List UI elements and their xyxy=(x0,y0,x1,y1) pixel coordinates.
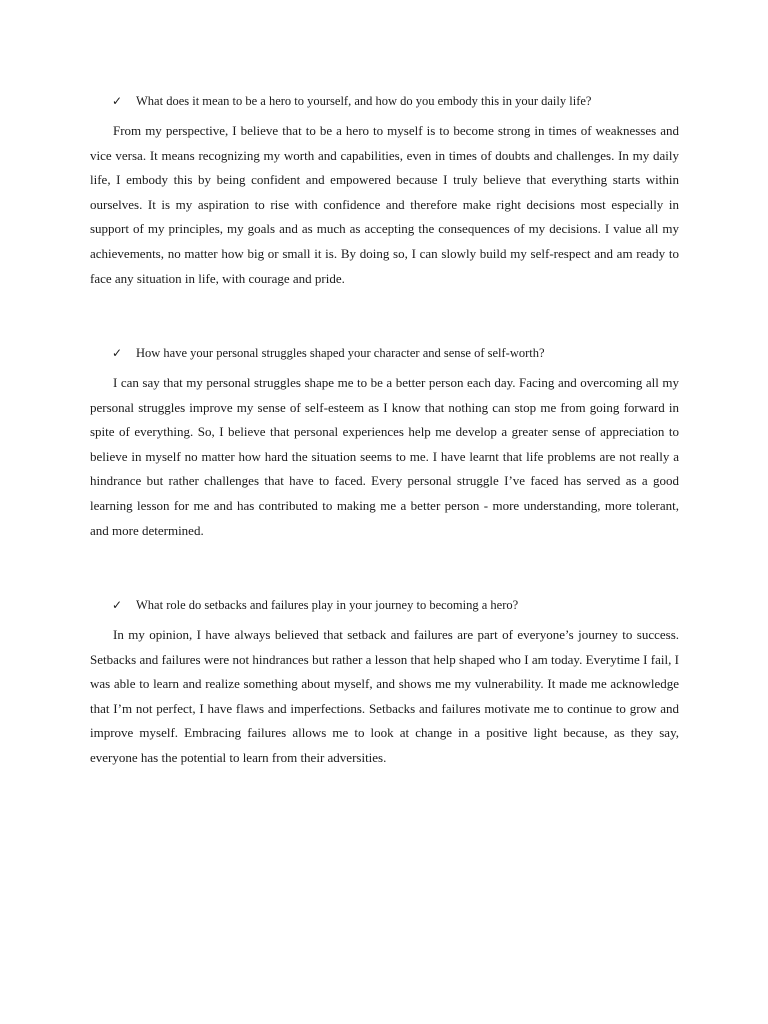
question-text: How have your personal struggles shaped your character and sense of self-worth? xyxy=(136,346,545,360)
question-item xyxy=(90,341,679,365)
answer-paragraph: In my opinion, I have always believed that setback and failures are part of everyone’s journey to success. Setbacks and failures were not hindrances but rather a lesson that help shaped who I am today. Everytime I fail, I was able to learn and realize something about myself, and shows me my vulnerability. It made me acknowledge that I’m not perfect, I have flaws and imperfections. Setbacks and failures motivate me to continue to grow and improve myself. Embracing failures allows me to look at change in a positive light because, as they say, everyone has the potential to learn from their adversities. xyxy=(90,627,679,765)
section-personal-struggles xyxy=(90,341,679,543)
checkmark-icon: ✓ xyxy=(112,598,123,612)
section-hero-to-yourself xyxy=(90,89,679,291)
question-item xyxy=(90,89,679,113)
question-text: What role do setbacks and failures play in your journey to becoming a hero? xyxy=(136,598,519,612)
answer-paragraph: I can say that my personal struggles shape me to be a better person each day. Facing and overcoming all my personal struggles improve my sense of self-esteem as I know that nothing can stop me from going forward in spite of everything. So, I believe that personal experiences help me develop a greater sense of appreciation to believe in myself no matter how hard the situation seems to me. I have learnt that life problems are not really a hindrance but rather challenges that have to faced. Every personal struggle I’ve faced has served as a good learning lesson for me and has contributed to making me a better person - more understanding, more tolerant, and more determined. xyxy=(90,375,679,538)
checkmark-icon: ✓ xyxy=(112,346,123,360)
question-item xyxy=(90,593,679,617)
answer-paragraph: From my perspective, I believe that to be a hero to myself is to become strong in times of weaknesses and vice versa. It means recognizing my worth and capabilities, even in times of doubts and challenges. In my daily life, I embody this by being confident and empowered because I truly believe that everything starts within ourselves. It is my aspiration to rise with confidence and therefore make right decisions most especially in support of my principles, my goals and as much as accepting the consequences of my decisions. I value all my achievements, no matter how big or small it is. By doing so, I can slowly build my self-respect and am ready to face any situation in life, with courage and pride. xyxy=(90,123,679,286)
section-setbacks-and-failures xyxy=(90,593,679,771)
question-text: What does it mean to be a hero to yourself, and how do you embody this in your daily life? xyxy=(136,94,592,108)
checkmark-icon: ✓ xyxy=(112,94,123,108)
